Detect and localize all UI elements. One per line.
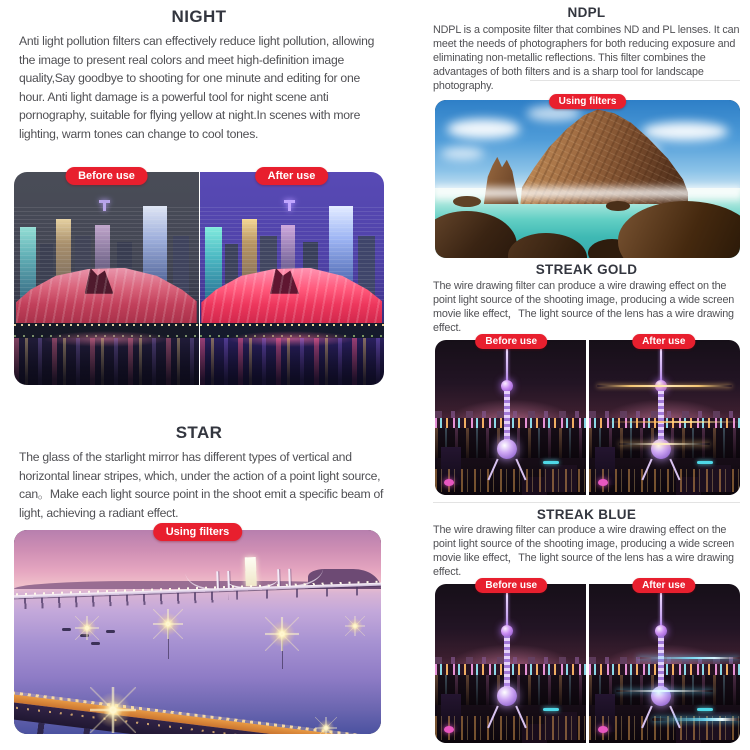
streak-gold-comparison-images <box>435 336 740 495</box>
night-before-image <box>14 172 199 385</box>
night-before-badge: Before use <box>65 167 148 185</box>
streak-blue-before-badge: Before use <box>475 578 547 593</box>
night-comparison-images <box>14 172 384 385</box>
streak-gold-section-title: STREAK GOLD <box>535 262 638 277</box>
night-after-image <box>200 172 385 385</box>
streak-blue-comparison-images <box>435 580 740 743</box>
ndpl-divider <box>530 80 740 81</box>
streak-blue-section-title: STREAK BLUE <box>536 507 637 522</box>
night-section-body: Anti light pollution filters can effectively reduce light pollution, allowing the image to present real colors and meet high-definition image quality,Say goodbye to shooting for one minute and editing for one hour. Anti light damage is a powerful tool for night scene anti pornography, suitable for flying yellow at night.In scenes with more lighting, warm tones can change to cool tones. <box>19 34 375 141</box>
streak-blue-before-image <box>435 584 586 743</box>
star-filter-image <box>14 526 381 734</box>
streak-gold-section-body: The wire drawing filter can produce a wire drawing effect on the point light source of the shooting image, producing a wide screen movie like effect，The light source of the lens has a wire drawing effect. <box>433 280 735 334</box>
ndpl-filter-image <box>435 96 740 258</box>
ndpl-scene-image <box>435 100 740 258</box>
night-section-title: NIGHT <box>171 7 227 26</box>
star-section-title: STAR <box>175 423 223 442</box>
streak-blue-after-badge: After use <box>632 578 695 593</box>
streak-blue-divider <box>433 502 740 503</box>
ndpl-using-filters-badge: Using filters <box>549 94 627 109</box>
streak-gold-after-image <box>589 340 740 495</box>
star-using-filters-badge: Using filters <box>153 523 243 541</box>
ndpl-section-title: NDPL <box>567 5 606 20</box>
night-after-badge: After use <box>255 167 329 185</box>
streak-gold-after-badge: After use <box>632 334 695 349</box>
streak-gold-before-badge: Before use <box>475 334 547 349</box>
streak-gold-before-image <box>435 340 586 495</box>
star-scene-image <box>14 530 381 734</box>
star-section-body: The glass of the starlight mirror has different types of vertical and horizontal linear stripes, which, under the action of a point light source, can。Make each light source point in the shoot emit a specific beam of light, achieving a radiant effect. <box>19 450 384 520</box>
ndpl-section-body: NDPL is a composite filter that combines ND and PL lenses. It can meet the needs of photographers for both reducing exposure and eliminating non-metallic reflections. This filter combines the advantages of both filters and is a sharp tool for landscape photography. <box>433 24 740 92</box>
streak-blue-after-image <box>589 584 740 743</box>
streak-blue-section-body: The wire drawing filter can produce a wire drawing effect on the point light source of the shooting image, producing a wide screen movie like effect，The light source of the lens has a wire drawing effect. <box>433 524 735 578</box>
